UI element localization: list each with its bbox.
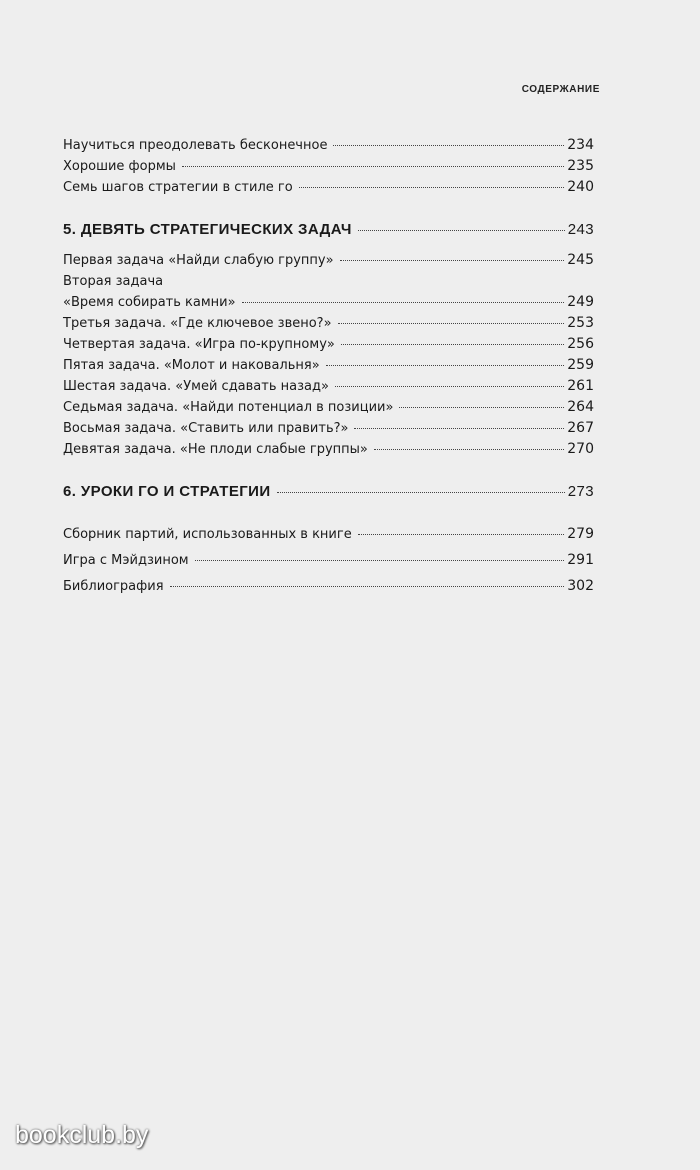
dot-leader — [358, 534, 565, 535]
toc-entry-page: 270 — [567, 441, 594, 457]
toc-entry-page: 261 — [567, 378, 594, 394]
watermark-text: bookclub.by — [15, 1121, 149, 1149]
toc-entry-title: Седьмая задача. «Найди потенциал в позиции» — [63, 400, 394, 415]
dot-leader — [326, 365, 565, 366]
toc-entry — [63, 550, 594, 571]
toc-entry-page: 267 — [567, 420, 594, 436]
toc-entry-page: 245 — [567, 252, 594, 268]
toc-entry — [63, 135, 594, 156]
toc-chapter-6 — [63, 480, 594, 504]
toc-entry-title-line: Вторая задача — [63, 274, 164, 289]
toc-entry-page: 240 — [567, 179, 594, 195]
dot-leader — [182, 166, 564, 167]
toc-entry-page: 291 — [567, 552, 594, 568]
dot-leader — [299, 187, 565, 188]
chapter-page: 273 — [567, 483, 594, 500]
toc-entry-title: Хорошие формы — [63, 159, 176, 174]
toc-entry-title: Третья задача. «Где ключевое звено?» — [63, 316, 332, 331]
dot-leader — [341, 344, 564, 345]
toc-entry-title: Пятая задача. «Молот и наковальня» — [63, 358, 320, 373]
toc-entry-title: Первая задача «Найди слабую группу» — [63, 253, 334, 268]
toc-entry-title: Восьмая задача. «Ставить или править?» — [63, 421, 349, 436]
toc-entry — [63, 418, 594, 439]
toc-entry-page: 264 — [567, 399, 594, 415]
dot-leader — [170, 586, 565, 587]
toc-entry-page: 302 — [567, 578, 594, 594]
toc-entry — [63, 177, 594, 198]
toc-entry-title: «Время собирать камни» — [63, 295, 236, 310]
dot-leader — [333, 145, 564, 146]
toc-entry — [63, 439, 594, 460]
toc-entry-title: Четвертая задача. «Игра по-крупному» — [63, 337, 335, 352]
toc-chapter-5 — [63, 218, 594, 242]
toc-entry — [63, 576, 594, 597]
toc-entry — [63, 313, 594, 334]
chapter-title: 6. УРОКИ ГО И СТРАТЕГИИ — [63, 483, 271, 500]
toc-entry — [63, 524, 594, 545]
toc-entry — [63, 250, 594, 271]
toc-entry-title: Девятая задача. «Не плоди слабые группы» — [63, 442, 368, 457]
dot-leader — [340, 260, 565, 261]
dot-leader — [335, 386, 564, 387]
dot-leader — [358, 230, 565, 231]
toc-entry — [63, 334, 594, 355]
toc-entry — [63, 156, 594, 177]
toc-entry-page: 234 — [567, 137, 594, 153]
toc-entry-page: 259 — [567, 357, 594, 373]
chapter-title: 5. ДЕВЯТЬ СТРАТЕГИЧЕСКИХ ЗАДАЧ — [63, 221, 352, 238]
dot-leader — [277, 492, 565, 493]
toc-entry-title: Сборник партий, использованных в книге — [63, 527, 352, 542]
dot-leader — [354, 428, 564, 429]
running-header: СОДЕРЖАНИЕ — [521, 84, 600, 95]
toc-entry-title: Семь шагов стратегии в стиле го — [63, 180, 293, 195]
toc-entry-title: Библиография — [63, 579, 164, 594]
toc-entry-title: Игра с Мэйдзином — [63, 553, 189, 568]
toc-entry-page: 253 — [567, 315, 594, 331]
toc-entry — [63, 355, 594, 376]
dot-leader — [242, 302, 565, 303]
toc-entry-title: Научиться преодолевать бесконечное — [63, 138, 328, 153]
dot-leader — [399, 407, 564, 408]
toc-entry — [63, 376, 594, 397]
toc-entry — [63, 292, 594, 313]
toc-entry-page: 256 — [567, 336, 594, 352]
toc-entry — [63, 397, 594, 418]
toc-entry-page: 235 — [567, 158, 594, 174]
dot-leader — [374, 449, 564, 450]
toc-entry-page: 249 — [567, 294, 594, 310]
dot-leader — [195, 560, 565, 561]
toc-entry-title: Шестая задача. «Умей сдавать назад» — [63, 379, 329, 394]
table-of-contents — [63, 135, 594, 597]
dot-leader — [338, 323, 565, 324]
toc-entry-page: 279 — [567, 526, 594, 542]
chapter-page: 243 — [567, 221, 594, 238]
